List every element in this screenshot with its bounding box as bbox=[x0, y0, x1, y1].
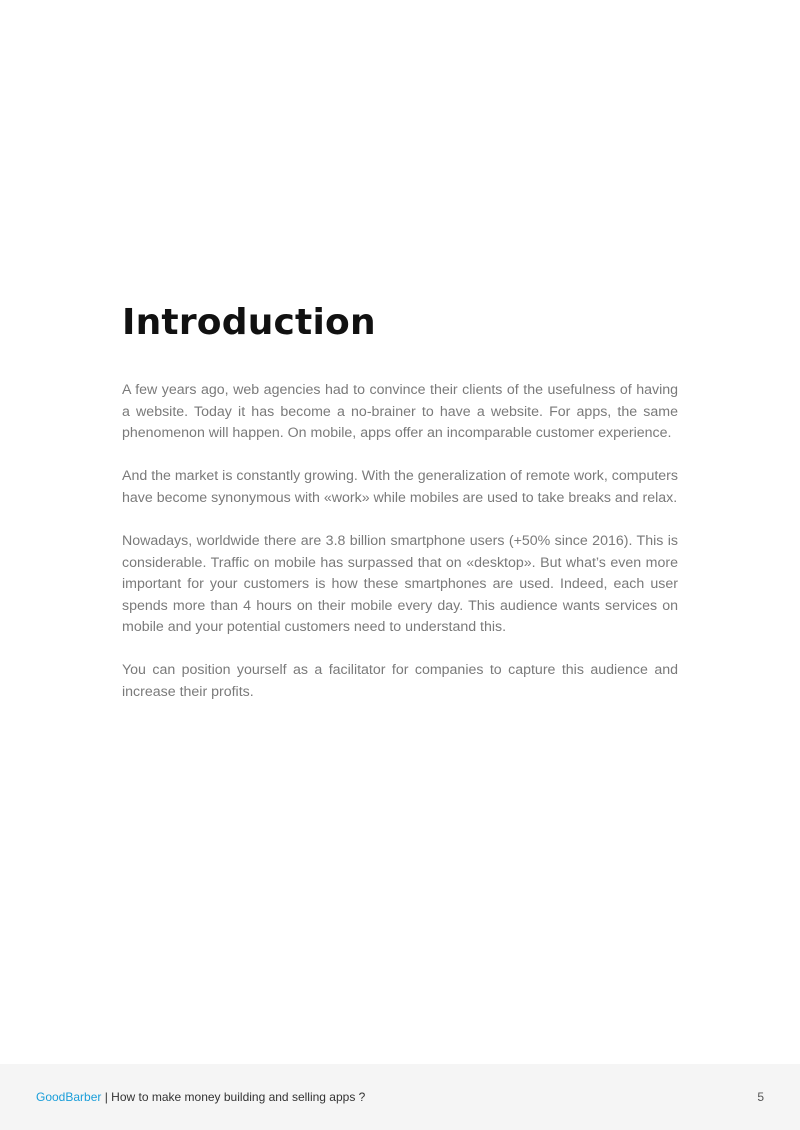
page-title: Introduction bbox=[122, 302, 376, 343]
footer-separator: | bbox=[101, 1090, 112, 1104]
paragraph-market-growth: And the market is constantly growing. With the generalization of remote work, computers have become synonymous with «work» while mobiles are used to take breaks and relax. bbox=[122, 468, 678, 506]
body-content bbox=[122, 380, 678, 725]
footer-title bbox=[36, 1089, 365, 1105]
paragraph-facilitator: You can position yourself as a facilitator for companies to capture this audience and increase their profits. bbox=[122, 662, 678, 701]
page-footer bbox=[0, 1064, 800, 1130]
paragraph-smartphone-stats: Nowadays, worldwide there are 3.8 billion smartphone users (+50% since 2016). This is considerable. Traffic on mobile has surpassed that on «desktop». But what’s even more important for your customers is how these smartphones are used. Indeed, each user spends more than 4 hours on their mobile every day. This audience wants services on mobile and your potential customers need to understand this. bbox=[122, 532, 678, 636]
page-number: 5 bbox=[757, 1090, 764, 1104]
brand-name: GoodBarber bbox=[36, 1090, 102, 1104]
paragraph-intro: A few years ago, web agencies had to convince their clients of the usefulness of having a website. Today it has become a no-brainer to have a website. For apps, the same phenomenon will happen. On mobile, apps offer an incomparable customer experience. bbox=[122, 382, 678, 442]
document-title: How to make money building and selling apps ? bbox=[111, 1090, 366, 1104]
